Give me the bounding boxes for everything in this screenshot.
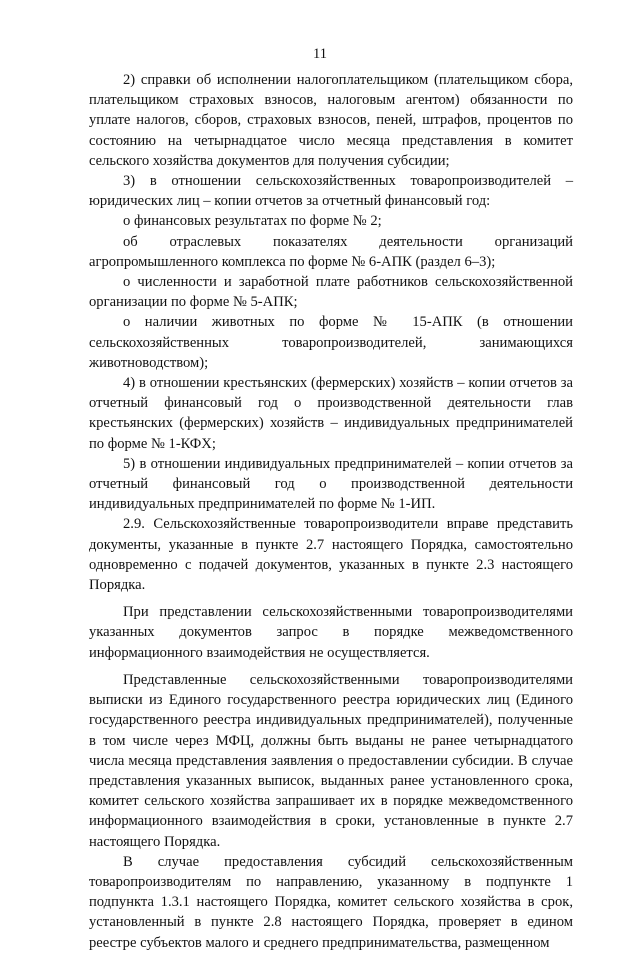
paragraph-2-9: 2.9. Сельскохозяйственные товаропроизводители вправе представить документы, указанные в пункте 2.7 настоящего Порядка, самостоятельно одновременно с подачей документов, указанных в пункте 2.3 настоящего Порядка. bbox=[89, 516, 573, 594]
paragraph-form-15-apk: о наличии животных по форме № 15-АПК (в отношении сельскохозяйственных товаропроизводителей, занимающихся животноводством); bbox=[89, 314, 573, 371]
page-number: 11 bbox=[313, 46, 327, 62]
paragraph-farm-reports: 4) в отношении крестьянских (фермерских) хозяйств – копии отчетов за отчетный финансовый год о производственной деятельности глав крестьянских (фермерских) хозяйств – индивидуальных предпринимателей по форме № 1-КФХ; bbox=[89, 375, 573, 452]
paragraph-tax-certificate: 2) справки об исполнении налогоплательщиком (плательщиком сбора, плательщиком страховых взносов, налоговым агентом) обязанности по уплате налогов, сборов, страховых взносов, пеней, штрафов, процентов по состоянию на четырнадцатое число месяца представления в комитет сельского хозяйства документов для получения субсидии; bbox=[89, 72, 573, 169]
paragraph-form-6-apk: об отраслевых показателях деятельности организаций агропромышленного комплекса по форме № 6-АПК (раздел 6–3); bbox=[89, 233, 573, 270]
paragraph-form-2: о финансовых результатах по форме № 2; bbox=[123, 213, 382, 230]
paragraph-legal-entities-reports: 3) в отношении сельскохозяйственных товаропроизводителей – юридических лиц – копии отчетов за отчетный финансовый год: bbox=[89, 173, 573, 210]
document-body bbox=[89, 70, 573, 953]
paragraph-interagency-request: При представлении сельскохозяйственными товаропроизводителями указанных документов запрос в порядке межведомственного информационного взаимодействия не осуществляется. bbox=[89, 604, 573, 661]
paragraph-entrepreneur-reports: 5) в отношении индивидуальных предпринимателей – копии отчетов за отчетный финансовый год о производственной деятельности индивидуальных предпринимателей по форме № 1-ИП. bbox=[89, 455, 573, 513]
paragraph-form-5-apk: о численности и заработной плате работников сельскохозяйственной организации по форме № 5-АПК; bbox=[89, 274, 573, 311]
paragraph-subsidy-check: В случае предоставления субсидий сельскохозяйственным товаропроизводителям по направлению, указанному в подпункте 1 подпункта 1.3.1 настоящего Порядка, комитет сельского хозяйства в срок, установленный в пункте 2.8 настоящего Порядка, проверяет в едином реестре субъектов малого и среднего предпринимательства, размещенном bbox=[89, 853, 573, 951]
paragraph-register-extracts: Представленные сельскохозяйственными товаропроизводителями выписки из Единого государственного реестра юридических лиц (Единого государственного реестра индивидуальных предпринимателей), полученные в том числе через МФЦ, должны быть выданы не ранее четырнадцатого числа месяца представления заявления о предоставлении субсидии. В случае представления указанных выписок, выданных ранее установленного срока, комитет сельского хозяйства запрашивает их в порядке межведомственного информационного взаимодействия в сроки, установленные в пункте 2.7 настоящего Порядка. bbox=[89, 671, 573, 850]
